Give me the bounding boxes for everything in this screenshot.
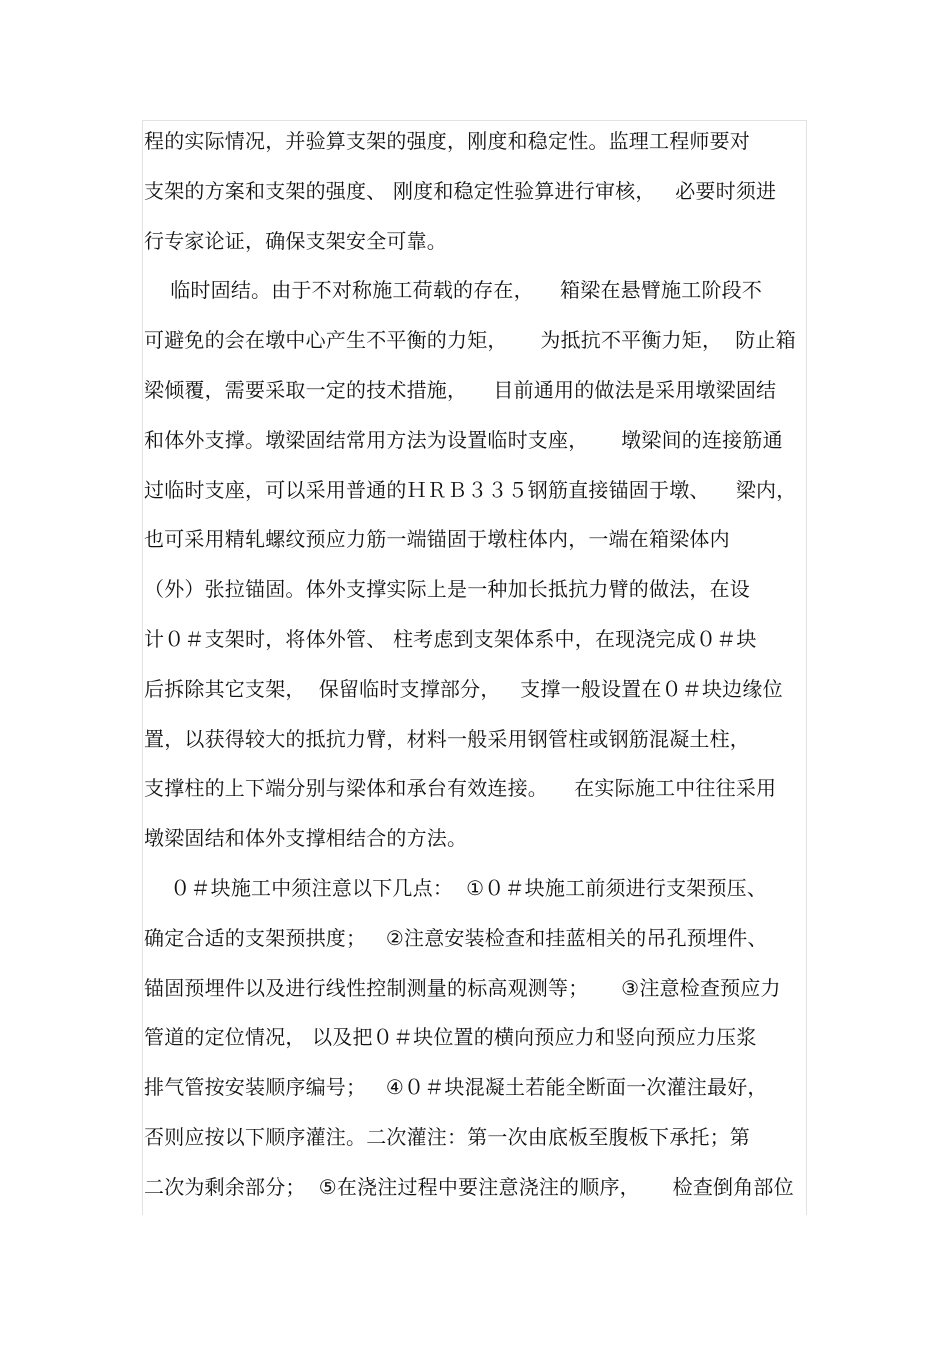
text-line: 墩梁固结和体外支撑相结合的方法。 xyxy=(144,826,468,851)
text-line: ０＃块施工中须注意以下几点： ①０＃块施工前须进行支架预压、 xyxy=(144,875,768,900)
text-line: 管道的定位情况， 以及把０＃块位置的横向预应力和竖向预应力压浆 xyxy=(144,1025,757,1050)
text-line: 支架的方案和支架的强度、 刚度和稳定性验算进行审核， 必要时须进 xyxy=(144,178,777,203)
text-line: 和体外支撑。墩梁固结常用方法为设置临时支座， 墩梁间的连接筋通 xyxy=(144,427,783,452)
text-line: 临时固结。由于不对称施工荷载的存在， 箱梁在悬臂施工阶段不 xyxy=(144,278,763,303)
text-line: 支撑柱的上下端分别与梁体和承台有效连接。 在实际施工中往往采用 xyxy=(144,776,777,801)
text-line: 梁倾覆，需要采取一定的技术措施， 目前通用的做法是采用墩梁固结 xyxy=(144,377,777,402)
text-line: （外）张拉锚固。体外支撑实际上是一种加长抵抗力臂的做法，在设 xyxy=(144,577,750,602)
text-line: 否则应按以下顺序灌注。二次灌注：第一次由底板至腹板下承托；第 xyxy=(144,1124,750,1149)
text-line: 可避免的会在墩中心产生不平衡的力矩， 为抵抗不平衡力矩， 防止箱 xyxy=(144,328,796,353)
text-line: 锚固预埋件以及进行线性控制测量的标高观测等； ③注意检查预应力 xyxy=(144,975,781,1000)
text-line: 计０＃支架时，将体外管、 柱考虑到支架体系中，在现浇完成０＃块 xyxy=(144,626,757,651)
text-line: 排气管按安装顺序编号； ④０＃块混凝土若能全断面一次灌注最好， xyxy=(144,1075,768,1100)
text-line: 确定合适的支架预拱度； ②注意安装检查和挂蓝相关的吊孔预埋件、 xyxy=(144,925,768,950)
text-line: 也可采用精轧螺纹预应力筋一端锚固于墩柱体内，一端在箱梁体内 xyxy=(144,527,730,552)
text-line: 程的实际情况，并验算支架的强度，刚度和稳定性。监理工程师要对 xyxy=(144,129,750,153)
document-body xyxy=(144,117,806,1213)
text-line: 二次为剩余部分； ⑤在浇注过程中要注意浇注的顺序， 检查倒角部位 xyxy=(144,1174,794,1199)
text-line: 后拆除其它支架， 保留临时支撑部分， 支撑一般设置在０＃块边缘位 xyxy=(144,676,783,701)
text-line: 行专家论证，确保支架安全可靠。 xyxy=(144,228,447,253)
text-line: 置，以获得较大的抵抗力臂，材料一般采用钢管柱或钢筋混凝土柱， xyxy=(144,726,750,751)
text-line: 过临时支座，可以采用普通的ＨＲＢ３３５钢筋直接锚固于墩、 梁内， xyxy=(144,477,797,502)
